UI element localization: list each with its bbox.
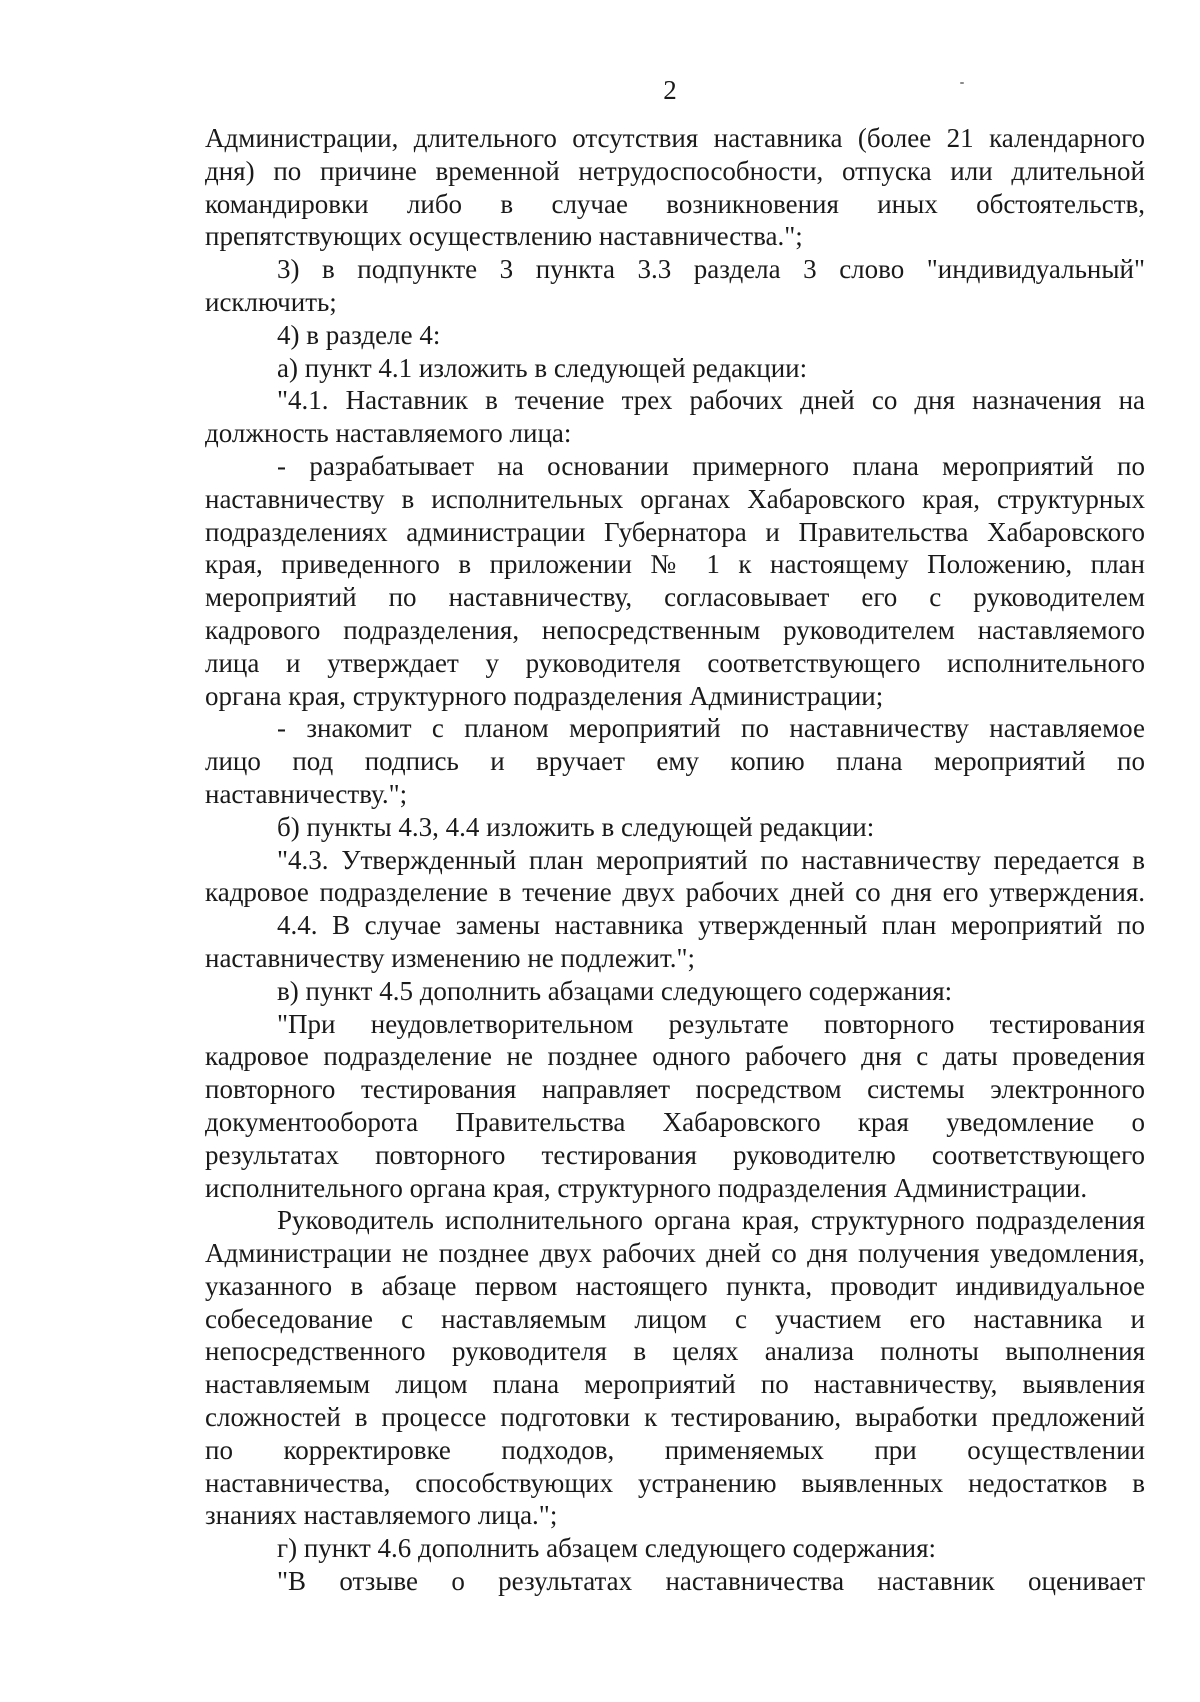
text-line: результатах повторного тестирования руководителю соответствующего — [205, 1139, 1145, 1170]
text-line: 4.4. В случае замены наставника утвержденный план мероприятий по — [277, 910, 1145, 941]
text-line: края, приведенного в приложении № 1 к настоящему Положению, план — [205, 549, 1145, 580]
text-line: г) пункт 4.6 дополнить абзацем следующего содержания: — [277, 1533, 937, 1564]
text-line: наставничеству изменению не подлежит."; — [205, 942, 696, 973]
text-line: собеседование с наставляемым лицом с участием его наставника и — [205, 1303, 1145, 1334]
text-line: а) пункт 4.1 изложить в следующей редакции: — [277, 352, 808, 383]
text-line: наставляемым лицом плана мероприятий по наставничеству, выявления — [205, 1369, 1145, 1400]
text-line: Администрации не позднее двух рабочих дней со дня получения уведомления, — [205, 1238, 1145, 1269]
text-line: наставничеству."; — [205, 778, 408, 809]
text-line: дня) по причине временной нетрудоспособности, отпуска или длительной — [205, 155, 1145, 186]
text-line: лица и утверждает у руководителя соответствующего исполнительного — [205, 647, 1145, 678]
text-line: органа края, структурного подразделения Администрации; — [205, 680, 884, 711]
text-line: кадровое подразделение не позднее одного рабочего дня с даты проведения — [205, 1041, 1145, 1072]
document-body — [205, 122, 1145, 1598]
text-line: сложностей в процессе подготовки к тестированию, выработки предложений — [205, 1402, 1145, 1433]
text-line: командировки либо в случае возникновения иных обстоятельств, — [205, 188, 1145, 219]
text-line: повторного тестирования направляет посредством системы электронного — [205, 1074, 1145, 1105]
text-line: "4.1. Наставник в течение трех рабочих дней со дня назначения на — [277, 385, 1145, 416]
text-line: знаниях наставляемого лица."; — [205, 1500, 558, 1531]
text-line: наставничества, способствующих устранению выявленных недостатков в — [205, 1467, 1145, 1498]
text-line: кадрового подразделения, непосредственным руководителем наставляемого — [205, 614, 1145, 645]
text-line: кадровое подразделение в течение двух рабочих дней со дня его утверждения. — [205, 877, 1145, 908]
text-line: - разрабатывает на основании примерного плана мероприятий по — [277, 450, 1145, 481]
text-line: подразделениях администрации Губернатора и Правительства Хабаровского — [205, 516, 1145, 547]
text-line: в) пункт 4.5 дополнить абзацами следующего содержания: — [277, 975, 953, 1006]
text-line: документооборота Правительства Хабаровского края уведомление о — [205, 1106, 1145, 1137]
text-line: 4) в разделе 4: — [277, 319, 441, 350]
text-line: б) пункты 4.3, 4.4 изложить в следующей редакции: — [277, 811, 875, 842]
text-line: Администрации, длительного отсутствия наставника (более 21 календарного — [205, 123, 1145, 153]
text-line: "В отзыве о результатах наставничества наставник оценивает — [277, 1566, 1145, 1597]
text-line: по корректировке подходов, применяемых при осуществлении — [205, 1434, 1145, 1465]
text-line: "4.3. Утвержденный план мероприятий по наставничеству передается в — [277, 844, 1145, 875]
text-line: исключить; — [205, 286, 337, 317]
page-number: 2 — [663, 75, 677, 105]
text-line: лицо под подпись и вручает ему копию плана мероприятий по — [205, 746, 1145, 777]
text-line: указанного в абзаце первом настоящего пункта, проводит индивидуальное — [205, 1270, 1145, 1301]
text-line: мероприятий по наставничеству, согласовывает его с руководителем — [205, 582, 1145, 613]
text-line: - знакомит с планом мероприятий по наставничеству наставляемое — [277, 713, 1145, 744]
text-line: Руководитель исполнительного органа края, структурного подразделения — [277, 1205, 1145, 1236]
text-line: "При неудовлетворительном результате повторного тестирования — [277, 1008, 1145, 1039]
text-line: наставничеству в исполнительных органах Хабаровского края, структурных — [205, 483, 1145, 514]
text-line: исполнительного органа края, структурного подразделения Администрации. — [205, 1172, 1088, 1203]
text-line: непосредственного руководителя в целях анализа полноты выполнения — [205, 1336, 1145, 1367]
text-line: 3) в подпункте 3 пункта 3.3 раздела 3 слово "индивидуальный" — [277, 254, 1145, 285]
scan-artifact — [960, 82, 964, 84]
text-line: должность наставляемого лица: — [205, 418, 572, 449]
text-line: препятствующих осуществлению наставничества."; — [205, 221, 803, 252]
